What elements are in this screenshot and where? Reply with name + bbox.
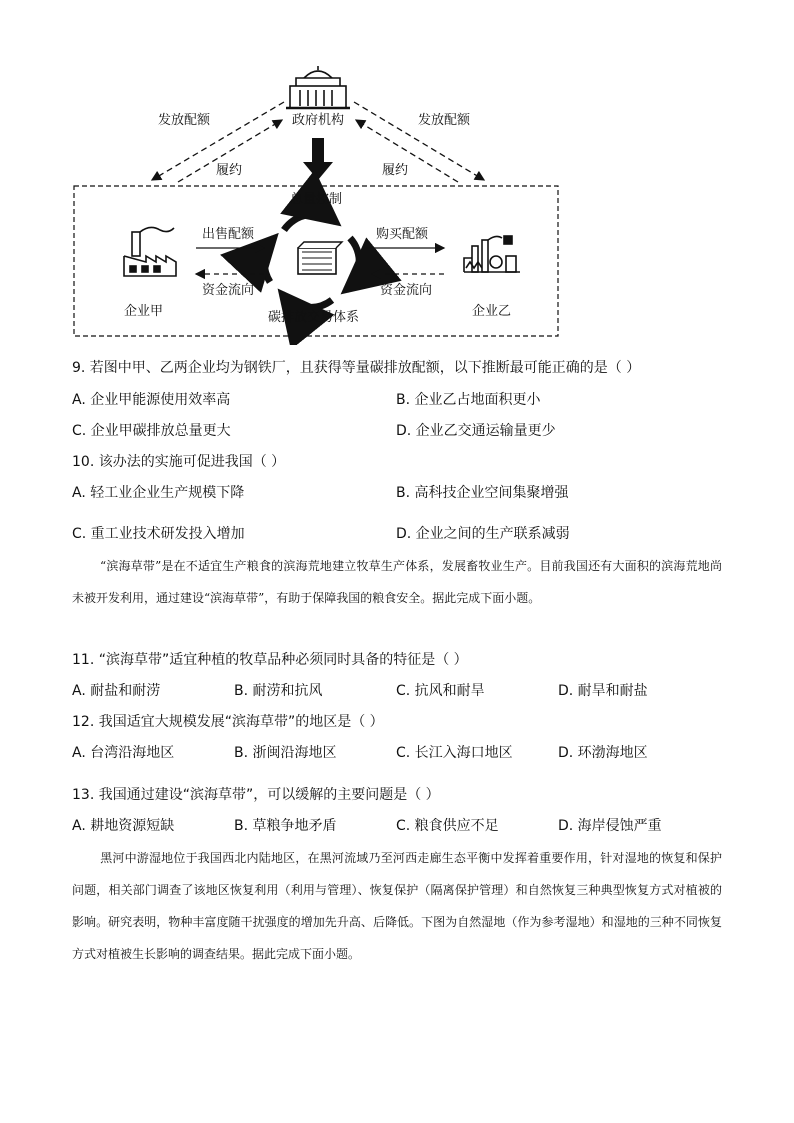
passage-binhai: [72, 550, 722, 614]
question-12-option-a: A. 台湾沿海地区: [72, 745, 175, 761]
enterprise-a-label: 企业甲: [124, 304, 164, 319]
fund-label-right: 资金流向: [380, 283, 433, 298]
question-13-stem: 13. 我国通过建设“滨海草带”，可以缓解的主要问题是（ ）: [72, 787, 440, 803]
question-10-stem: 10. 该办法的实施可促进我国（ ）: [72, 454, 286, 470]
question-13-option-a: A. 耕地资源短缺: [72, 818, 175, 834]
buy-label: 购买配额: [376, 227, 429, 242]
question-13-option-b: B. 草粮争地矛盾: [234, 818, 337, 834]
system-label: 碳排放交易体系: [268, 310, 360, 325]
government-building-icon: [286, 66, 350, 108]
question-12-option-d: D. 环渤海地区: [558, 745, 648, 761]
question-13-option-c: C. 粮食供应不足: [396, 818, 499, 834]
carbon-cycle-icon: [264, 214, 359, 307]
question-11-option-a: A. 耐盐和耐涝: [72, 683, 161, 699]
question-12-option-b: B. 浙闽沿海地区: [234, 745, 337, 761]
issue-label-left: 发放配额: [158, 113, 211, 128]
fulfill-label-right: 履约: [382, 163, 409, 178]
question-10-option-c: C. 重工业技术研发投入增加: [72, 526, 245, 542]
question-13-option-d: D. 海岸侵蚀严重: [558, 818, 662, 834]
carbon-trading-diagram: [0, 0, 794, 345]
fund-label-left: 资金流向: [202, 283, 255, 298]
passage-heihe: [72, 842, 722, 970]
question-10-option-b: B. 高科技企业空间集聚增强: [396, 485, 569, 501]
question-11-stem: 11. “滨海草带”适宜种植的牧草品种必须同时具备的特征是（ ）: [72, 652, 468, 668]
government-label: 政府机构: [292, 113, 345, 128]
passage-heihe-text: 黑河中游湿地位于我国西北内陆地区，在黑河流域乃至河西走廊生态平衡中发挥着重要作用，针对湿地的恢复和保护问题，相关部门调查了该地区恢复利用（利用与管理）、恢复保护（隔离保护管理）和自然恢复三种典型恢复方式对植被的影响。研究表明，物种丰富度随干扰强度的增加先升高、后降低。下图为自然湿地（作为参考湿地）和湿地的三种不同恢复方式对植被生长影响的调查结果。据此完成下面小题。: [72, 851, 722, 961]
passage-binhai-text: “滨海草带”是在不适宜生产粮食的滨海荒地建立牧草生产体系，发展畜牧业生产。目前我国还有大面积的滨海荒地尚未被开发利用，通过建设“滨海草带”，有助于保障我国的粮食安全。据此完成下面小题。: [72, 559, 722, 605]
question-9-option-b: B. 企业乙占地面积更小: [396, 392, 541, 408]
question-9-stem: 9. 若图中甲、乙两企业均为钢铁厂，且获得等量碳排放配额，以下推断最可能正确的是（ ）: [72, 360, 641, 376]
sell-label: 出售配额: [202, 227, 255, 242]
factory-a-icon: [124, 227, 176, 276]
question-12-stem: 12. 我国适宜大规模发展“滨海草带”的地区是（ ）: [72, 714, 384, 730]
total-control-label: 总量控制: [290, 192, 343, 207]
question-11-option-b: B. 耐涝和抗风: [234, 683, 323, 699]
total-control-arrow: [303, 138, 333, 180]
question-12-option-c: C. 长江入海口地区: [396, 745, 513, 761]
factory-b-icon: [464, 236, 520, 272]
question-9-option-a: A. 企业甲能源使用效率高: [72, 392, 231, 408]
question-10-option-d: D. 企业之间的生产联系减弱: [396, 526, 570, 542]
question-10-option-a: A. 轻工业企业生产规模下降: [72, 485, 245, 501]
question-9-option-d: D. 企业乙交通运输量更少: [396, 423, 556, 439]
issue-label-right: 发放配额: [418, 113, 471, 128]
question-11-option-d: D. 耐旱和耐盐: [558, 683, 648, 699]
fulfill-label-left: 履约: [216, 163, 243, 178]
enterprise-b-label: 企业乙: [472, 304, 512, 319]
question-11-option-c: C. 抗风和耐旱: [396, 683, 485, 699]
question-9-option-c: C. 企业甲碳排放总量更大: [72, 423, 231, 439]
